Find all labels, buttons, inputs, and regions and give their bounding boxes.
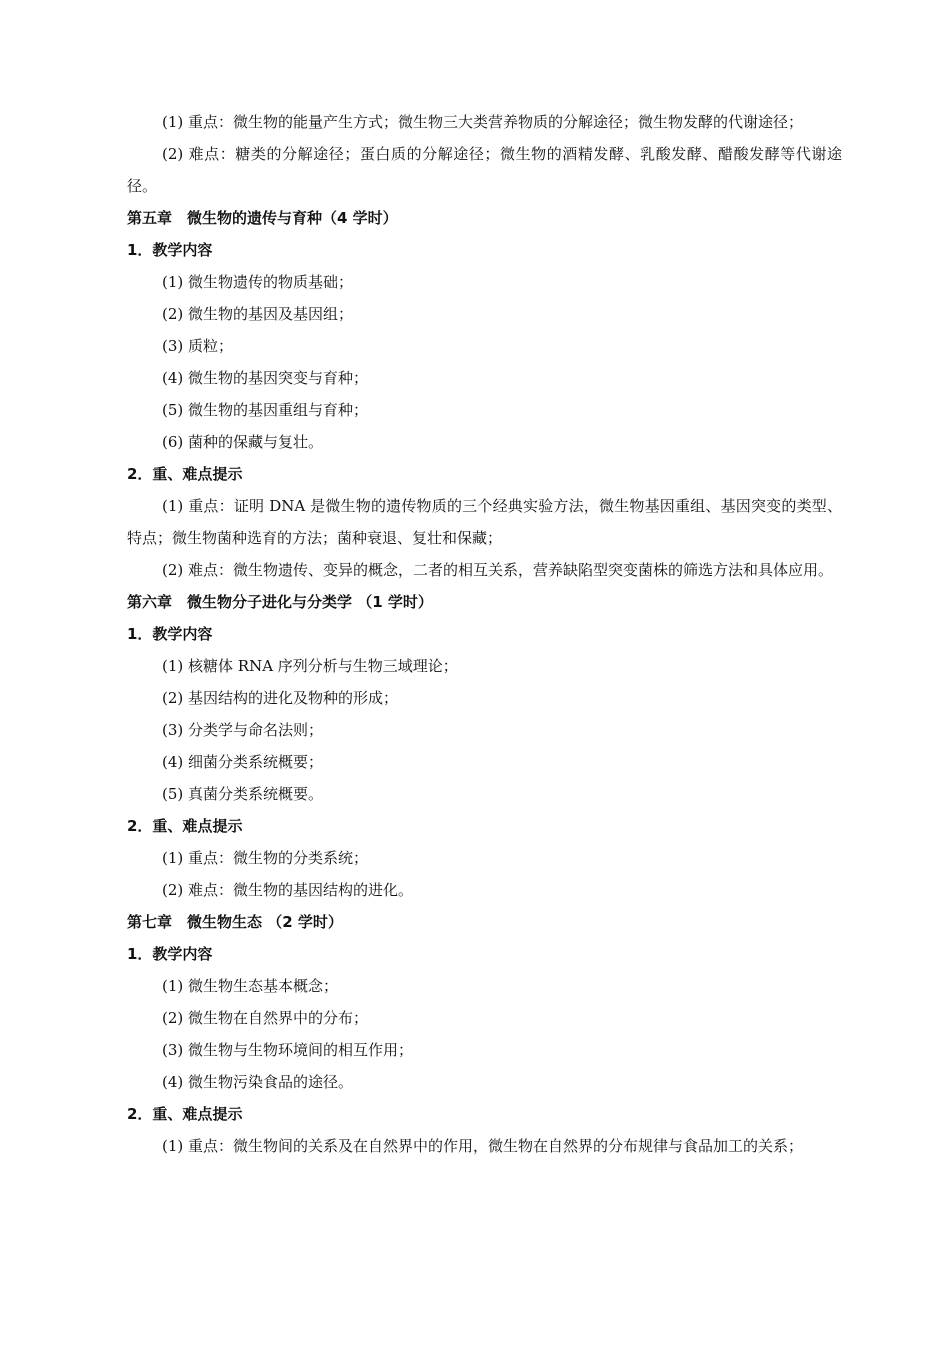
paragraph-key-points: (1) 重点：微生物间的关系及在自然界中的作用，微生物在自然界的分布规律与食品加工的关系； (162, 1137, 804, 1155)
section-key-difficult-points: 2．重、难点提示 (127, 1105, 243, 1123)
chapter-7-title: 第七章 微生物生态 （2 学时） (127, 913, 343, 931)
list-item: (5) 微生物的基因重组与育种； (162, 401, 369, 419)
list-item: (2) 难点：微生物的基因结构的进化。 (162, 881, 414, 899)
list-item: (2) 微生物的基因及基因组； (162, 305, 354, 323)
list-item: (3) 分类学与命名法则； (162, 721, 324, 739)
list-item: (2) 微生物在自然界中的分布； (162, 1009, 369, 1027)
section-teaching-content: 1．教学内容 (127, 241, 213, 259)
paragraph-key-points: (1) 重点：证明 DNA 是微生物的遗传物质的三个经典实验方法，微生物基因重组、基因突变的类型、特点；微生物菌种选育的方法；菌种衰退、复壮和保藏； (127, 497, 842, 547)
chapter-5-title: 第五章 微生物的遗传与育种（4 学时） (127, 209, 398, 227)
list-item: (6) 菌种的保藏与复壮。 (162, 433, 324, 451)
list-item: (1) 重点：微生物的分类系统； (162, 849, 369, 867)
chapter-6-title: 第六章 微生物分子进化与分类学 （1 学时） (127, 593, 433, 611)
section-teaching-content: 1．教学内容 (127, 625, 213, 643)
section-key-difficult-points: 2．重、难点提示 (127, 817, 243, 835)
section-teaching-content: 1．教学内容 (127, 945, 213, 963)
paragraph-difficult-points: (2) 难点：糖类的分解途径；蛋白质的分解途径；微生物的酒精发酵、乳酸发酵、醋酸发酵等代谢途径。 (127, 145, 842, 195)
document-page (127, 106, 842, 1162)
list-item: (1) 微生物遗传的物质基础； (162, 273, 354, 291)
list-item: (4) 微生物污染食品的途径。 (162, 1073, 354, 1091)
list-item: (1) 微生物生态基本概念； (162, 977, 339, 995)
paragraph-key-points: (1) 重点：微生物的能量产生方式；微生物三大类营养物质的分解途径；微生物发酵的代谢途径； (162, 113, 804, 131)
list-item: (2) 基因结构的进化及物种的形成； (162, 689, 399, 707)
list-item: (5) 真菌分类系统概要。 (162, 785, 324, 803)
list-item: (4) 微生物的基因突变与育种； (162, 369, 369, 387)
list-item: (3) 质粒； (162, 337, 234, 355)
list-item: (4) 细菌分类系统概要； (162, 753, 324, 771)
section-key-difficult-points: 2．重、难点提示 (127, 465, 243, 483)
paragraph-difficult-points: (2) 难点：微生物遗传、变异的概念，二者的相互关系，营养缺陷型突变菌株的筛选方法和具体应用。 (162, 561, 834, 579)
list-item: (1) 核糖体 RNA 序列分析与生物三域理论； (162, 657, 458, 675)
list-item: (3) 微生物与生物环境间的相互作用； (162, 1041, 414, 1059)
